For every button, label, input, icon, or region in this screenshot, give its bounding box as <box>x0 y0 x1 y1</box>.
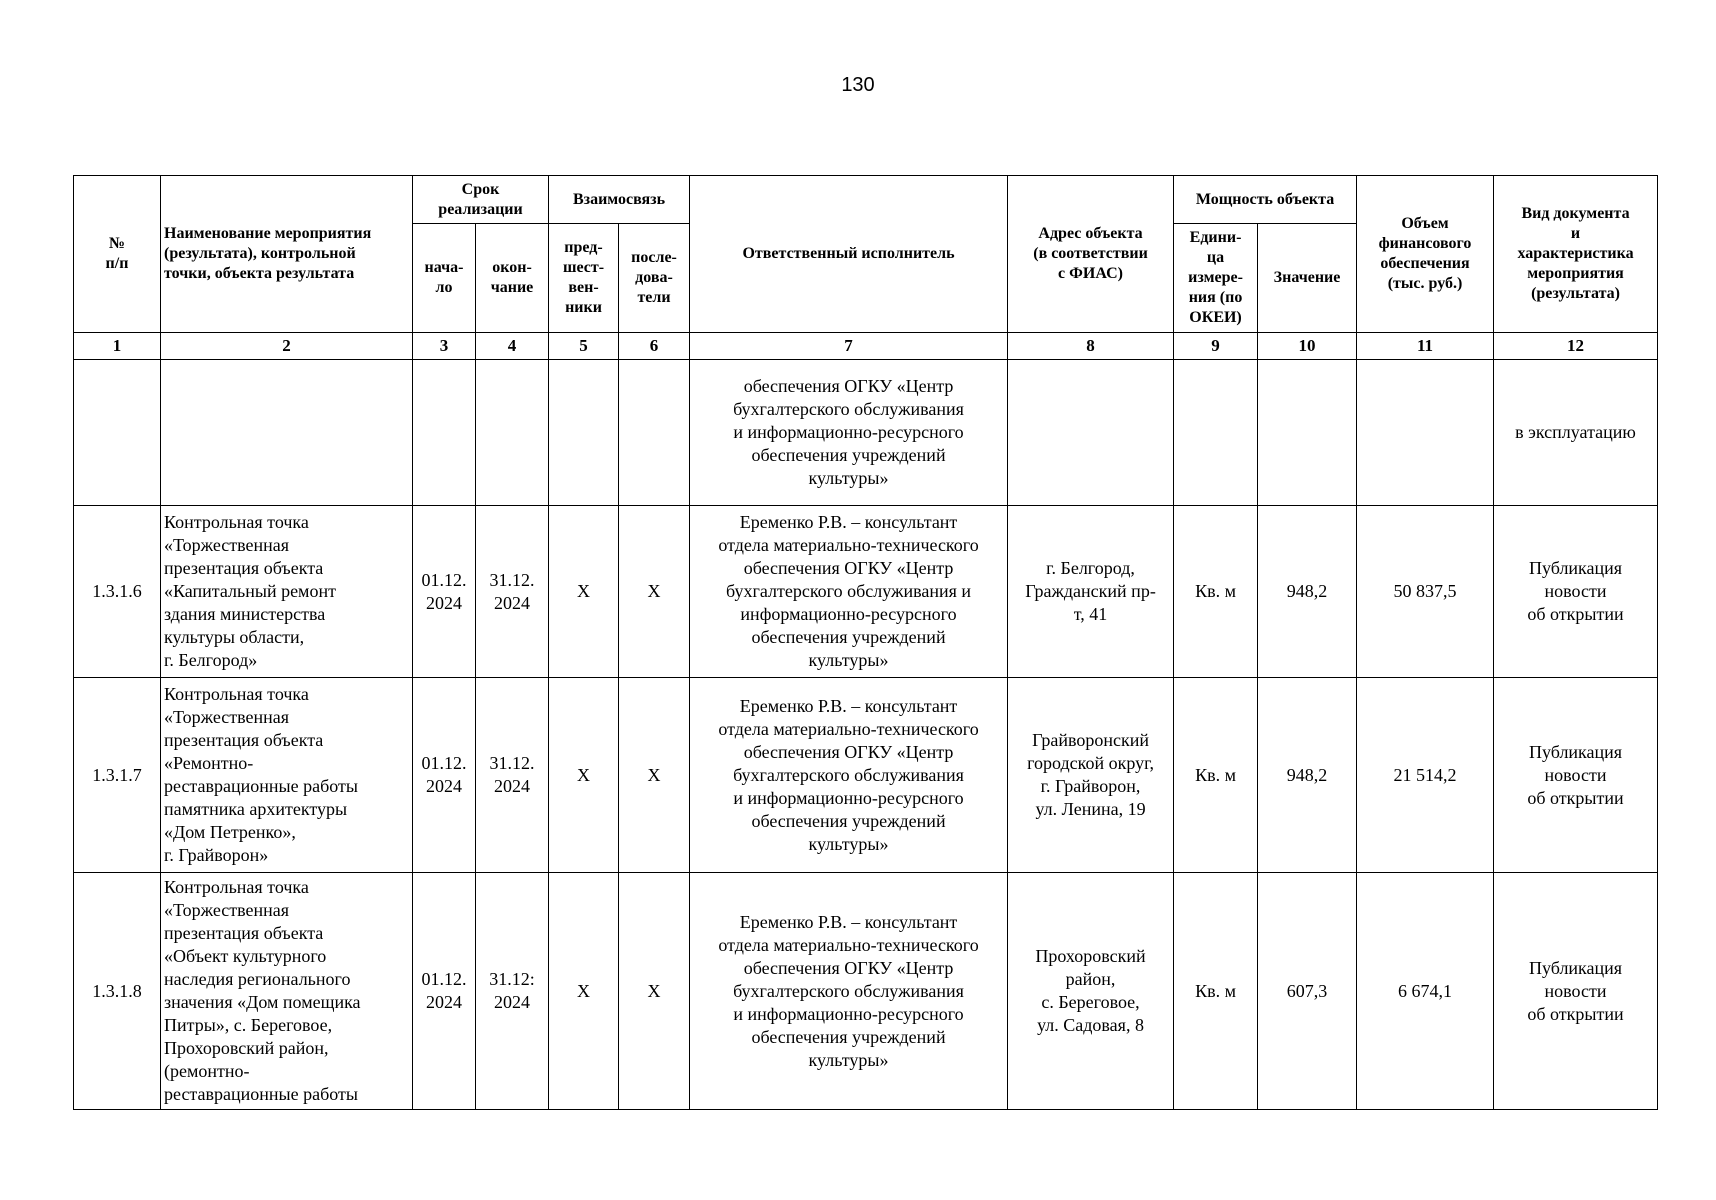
page-number: 130 <box>841 74 875 96</box>
cell-doc-type: в эксплуатацию <box>1494 360 1658 506</box>
cell-doc-type: Публикация новости об открытии <box>1494 678 1658 873</box>
cell-end: 31.12. 2024 <box>476 678 549 873</box>
cell-start <box>413 360 476 506</box>
cell-unit: Кв. м <box>1174 873 1258 1110</box>
cell-start: 01.12. 2024 <box>413 678 476 873</box>
column-number: 10 <box>1258 333 1357 360</box>
column-number: 11 <box>1357 333 1494 360</box>
header-value: Значение <box>1258 224 1357 333</box>
cell-end: 31.12: 2024 <box>476 873 549 1110</box>
table-row <box>74 873 1658 1110</box>
header-end: окон- чание <box>476 224 549 333</box>
cell-address: Прохоровский район, с. Береговое, ул. Садовая, 8 <box>1008 873 1174 1110</box>
cell-unit <box>1174 360 1258 506</box>
cell-responsible: Еременко Р.В. – консультант отдела материально-технического обеспечения ОГКУ «Центр бухгалтерского обслуживания и информационно-ресурсного обеспечения учреждений культуры» <box>690 678 1008 873</box>
cell-value: 948,2 <box>1258 678 1357 873</box>
cell-address: г. Белгород, Гражданский пр- т, 41 <box>1008 506 1174 678</box>
header-successors: после- дова- тели <box>619 224 690 333</box>
cell-unit: Кв. м <box>1174 506 1258 678</box>
cell-value: 607,3 <box>1258 873 1357 1110</box>
cell-start: 01.12. 2024 <box>413 873 476 1110</box>
cell-funding: 6 674,1 <box>1357 873 1494 1110</box>
cell-name: Контрольная точка «Торжественная презентация объекта «Капитальный ремонт здания министерства культуры области, г. Белгород» <box>161 506 413 678</box>
cell-num <box>74 360 161 506</box>
column-number: 6 <box>619 333 690 360</box>
column-number: 5 <box>549 333 619 360</box>
column-number: 1 <box>74 333 161 360</box>
cell-num: 1.3.1.8 <box>74 873 161 1110</box>
column-number: 9 <box>1174 333 1258 360</box>
header-link: Взаимосвязь <box>549 176 690 224</box>
cell-num: 1.3.1.6 <box>74 506 161 678</box>
cell-successors <box>619 360 690 506</box>
cell-value: 948,2 <box>1258 506 1357 678</box>
header-predecessors: пред- шест- вен- ники <box>549 224 619 333</box>
header-num: № п/п <box>74 176 161 333</box>
cell-successors: X <box>619 678 690 873</box>
header-start: нача- ло <box>413 224 476 333</box>
cell-end <box>476 360 549 506</box>
cell-responsible: обеспечения ОГКУ «Центр бухгалтерского обслуживания и информационно-ресурсного обеспечения учреждений культуры» <box>690 360 1008 506</box>
column-number: 8 <box>1008 333 1174 360</box>
cell-end: 31.12. 2024 <box>476 506 549 678</box>
cell-successors: X <box>619 873 690 1110</box>
cell-unit: Кв. м <box>1174 678 1258 873</box>
cell-start: 01.12. 2024 <box>413 506 476 678</box>
table-row <box>74 678 1658 873</box>
column-number-row <box>74 333 1658 360</box>
cell-doc-type: Публикация новости об открытии <box>1494 506 1658 678</box>
cell-predecessors <box>549 360 619 506</box>
plan-table <box>73 175 1658 1110</box>
cell-name <box>161 360 413 506</box>
cell-predecessors: X <box>549 506 619 678</box>
column-number: 12 <box>1494 333 1658 360</box>
cell-responsible: Еременко Р.В. – консультант отдела материально-технического обеспечения ОГКУ «Центр бухгалтерского обслуживания и информационно-ресурсного обеспечения учреждений культуры» <box>690 873 1008 1110</box>
header-doc-type: Вид документа и характеристика мероприятия (результата) <box>1494 176 1658 333</box>
column-number: 2 <box>161 333 413 360</box>
cell-responsible: Еременко Р.В. – консультант отдела материально-технического обеспечения ОГКУ «Центр бухгалтерского обслуживания и информационно-ресурсного обеспечения учреждений культуры» <box>690 506 1008 678</box>
header-unit: Едини- ца измере- ния (по ОКЕИ) <box>1174 224 1258 333</box>
cell-value <box>1258 360 1357 506</box>
cell-doc-type: Публикация новости об открытии <box>1494 873 1658 1110</box>
header-period: Срок реализации <box>413 176 549 224</box>
header-address: Адрес объекта (в соответствии с ФИАС) <box>1008 176 1174 333</box>
cell-num: 1.3.1.7 <box>74 678 161 873</box>
header-funding: Объем финансового обеспечения (тыс. руб.) <box>1357 176 1494 333</box>
cell-funding: 21 514,2 <box>1357 678 1494 873</box>
column-number: 3 <box>413 333 476 360</box>
cell-address: Грайворонский городской округ, г. Грайворон, ул. Ленина, 19 <box>1008 678 1174 873</box>
table-row <box>74 506 1658 678</box>
cell-address <box>1008 360 1174 506</box>
header-capacity: Мощность объекта <box>1174 176 1357 224</box>
table-row-continuation <box>74 360 1658 506</box>
cell-funding: 50 837,5 <box>1357 506 1494 678</box>
cell-predecessors: X <box>549 678 619 873</box>
cell-name: Контрольная точка «Торжественная презентация объекта «Объект культурного наследия регионального значения «Дом помещика Питры», с. Береговое, Прохоровский район, (ремонтно- реставрационные работы <box>161 873 413 1110</box>
cell-funding <box>1357 360 1494 506</box>
column-number: 4 <box>476 333 549 360</box>
column-number: 7 <box>690 333 1008 360</box>
cell-successors: X <box>619 506 690 678</box>
header-name: Наименование мероприятия (результата), контрольной точки, объекта результата <box>161 176 413 333</box>
cell-predecessors: X <box>549 873 619 1110</box>
header-responsible: Ответственный исполнитель <box>690 176 1008 333</box>
cell-name: Контрольная точка «Торжественная презентация объекта «Ремонтно- реставрационные работы памятника архитектуры «Дом Петренко», г. Грайворон» <box>161 678 413 873</box>
